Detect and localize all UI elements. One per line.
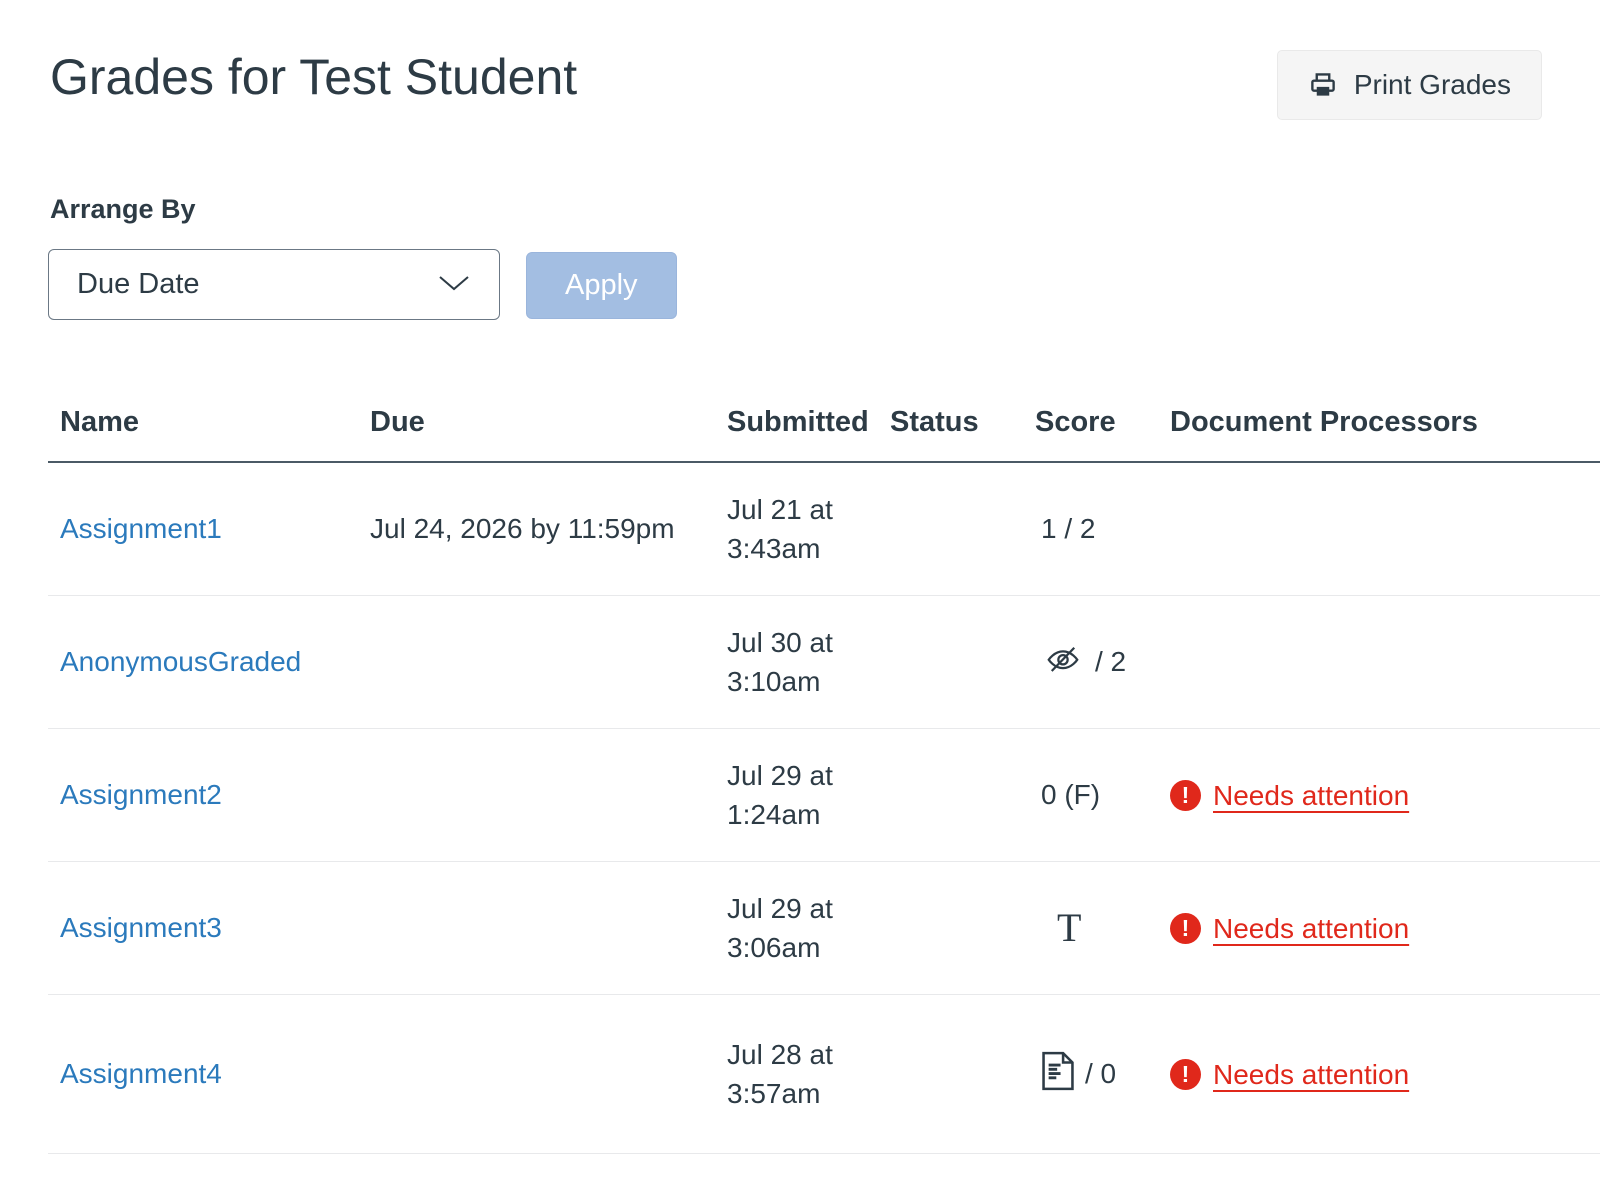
document-processors-cell [1170, 862, 1600, 995]
submitted-cell: Jul 29 at 3:06am [727, 862, 890, 995]
due-cell [370, 995, 727, 1154]
printer-icon [1308, 70, 1338, 100]
document-processors-cell [1170, 596, 1600, 729]
document-processors-cell [1170, 462, 1600, 596]
assignment-link[interactable]: Assignment1 [60, 513, 222, 544]
column-header-name: Name [48, 406, 370, 462]
status-cell [890, 995, 1035, 1154]
print-grades-label: Print Grades [1353, 69, 1511, 100]
score-cell: 1 / 2 [1035, 462, 1170, 596]
page-title: Grades for Test Student [50, 49, 578, 105]
due-cell [370, 596, 727, 729]
due-cell: Jul 24, 2026 by 11:59pm [370, 462, 727, 596]
arrange-by-dropdown-value: Due Date [77, 268, 200, 300]
table-header-row [48, 406, 1600, 462]
assignment-link[interactable]: Assignment4 [60, 1058, 222, 1089]
submitted-cell: Jul 29 at 1:24am [727, 729, 890, 862]
column-header-score: Score [1035, 406, 1170, 462]
assignment-link[interactable]: Assignment2 [60, 779, 222, 810]
submitted-cell: Jul 21 at 3:43am [727, 462, 890, 596]
needs-attention-link[interactable]: ! Needs attention [1170, 1059, 1409, 1091]
table-row [48, 729, 1600, 862]
alert-icon: ! [1170, 913, 1201, 944]
document-processors-cell [1170, 995, 1600, 1154]
table-row [48, 596, 1600, 729]
column-header-due: Due [370, 406, 727, 462]
column-header-document-processors: Document Processors [1170, 406, 1600, 462]
eye-off-icon [1041, 641, 1085, 684]
score-cell: / 0 [1035, 995, 1170, 1154]
score-cell: 0 (F) [1035, 729, 1170, 862]
table-row [48, 462, 1600, 596]
document-processors-cell [1170, 729, 1600, 862]
arrange-by-label: Arrange By [50, 194, 196, 224]
column-header-submitted: Submitted [727, 406, 890, 462]
due-cell [370, 729, 727, 862]
alert-icon: ! [1170, 1059, 1201, 1090]
status-cell [890, 462, 1035, 596]
grades-table [48, 406, 1600, 1154]
status-cell [890, 862, 1035, 995]
due-cell [370, 862, 727, 995]
submitted-cell: Jul 30 at 3:10am [727, 596, 890, 729]
score-cell: / 2 [1035, 596, 1170, 729]
status-cell [890, 729, 1035, 862]
needs-attention-link[interactable]: ! Needs attention [1170, 913, 1409, 945]
text-entry-icon: T [1057, 905, 1082, 950]
chevron-down-icon [437, 268, 471, 301]
needs-attention-link[interactable]: ! Needs attention [1170, 780, 1409, 812]
apply-button[interactable]: Apply [526, 252, 677, 319]
assignment-link[interactable]: AnonymousGraded [60, 646, 302, 677]
score-cell [1035, 862, 1170, 995]
top-bar [0, 0, 1600, 120]
document-icon [1041, 1050, 1075, 1099]
table-row [48, 862, 1600, 995]
arrange-by-dropdown[interactable] [48, 249, 500, 320]
column-header-status: Status [890, 406, 1035, 462]
table-row [48, 995, 1600, 1154]
arrange-by-section [48, 194, 1600, 320]
assignment-link[interactable]: Assignment3 [60, 912, 222, 943]
alert-icon: ! [1170, 780, 1201, 811]
submitted-cell: Jul 28 at 3:57am [727, 995, 890, 1154]
print-grades-button[interactable] [1277, 50, 1542, 120]
status-cell [890, 596, 1035, 729]
